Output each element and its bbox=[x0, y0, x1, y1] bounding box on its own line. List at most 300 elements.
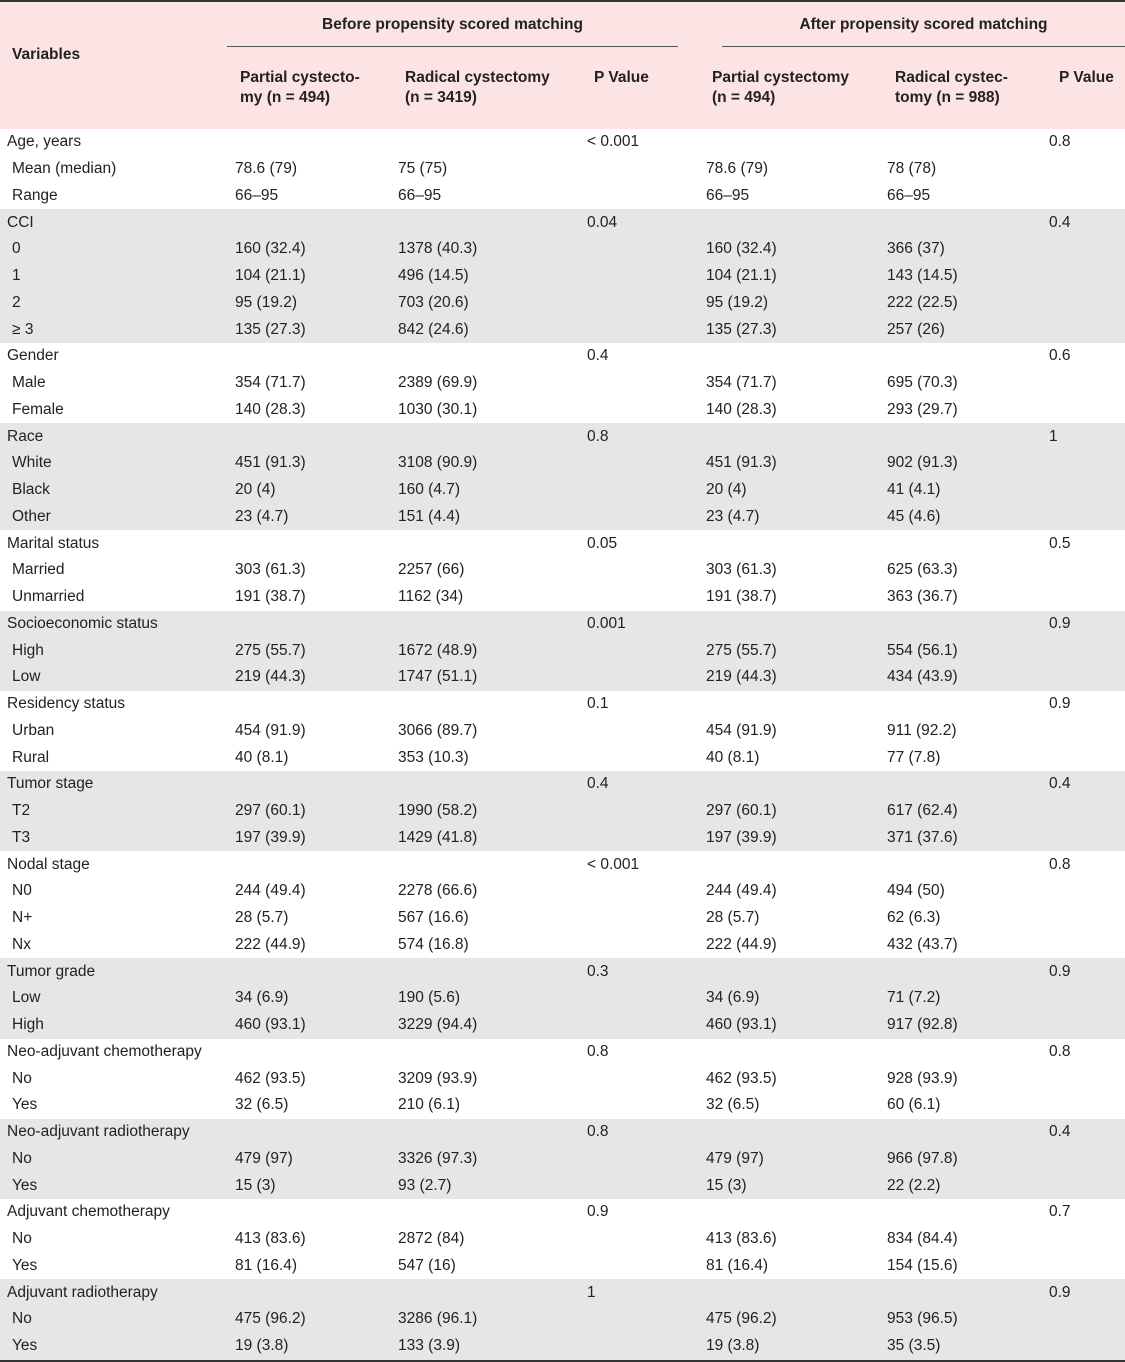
after-pvalue-cell: 0.4 bbox=[1043, 209, 1125, 236]
after-pvalue-cell bbox=[1043, 290, 1125, 317]
variable-label: CCI bbox=[0, 209, 227, 236]
before-radical-cell: 3108 (90.9) bbox=[391, 450, 581, 477]
before-radical-cell: 2257 (66) bbox=[398, 561, 465, 579]
before-radical-cell: 160 (4.7) bbox=[391, 477, 581, 504]
before-radical-cell: 1162 (34) bbox=[398, 588, 464, 606]
after-radical-cell: 366 (37) bbox=[881, 236, 1043, 263]
level-label: Yes bbox=[0, 1172, 227, 1199]
table-row-variable bbox=[0, 1039, 1125, 1066]
after-radical-cell: 432 (43.7) bbox=[887, 935, 958, 953]
before-partial-cell bbox=[227, 423, 391, 450]
before-radical-cell bbox=[391, 530, 581, 557]
before-partial-cell: 135 (27.3) bbox=[227, 316, 391, 343]
level-label: Male bbox=[12, 374, 46, 392]
after-pvalue-cell bbox=[1043, 1172, 1125, 1199]
variable-label: Neo-adjuvant radiotherapy bbox=[0, 1119, 227, 1146]
after-partial-cell: 140 (28.3) bbox=[706, 400, 777, 418]
before-pvalue-cell bbox=[581, 1146, 700, 1173]
table-row-variable bbox=[0, 771, 1125, 798]
before-radical-cell: 133 (3.9) bbox=[391, 1333, 581, 1361]
after-partial-cell: 20 (4) bbox=[700, 477, 881, 504]
before-radical-cell bbox=[391, 1199, 581, 1226]
after-partial-cell: 81 (16.4) bbox=[706, 1256, 769, 1274]
after-radical-cell: 77 (7.8) bbox=[887, 748, 941, 766]
before-pvalue-cell bbox=[581, 290, 700, 317]
after-pvalue-cell: 0.4 bbox=[1043, 1119, 1125, 1146]
after-partial-cell bbox=[700, 611, 881, 638]
after-pvalue-cell bbox=[1043, 1306, 1125, 1333]
before-pvalue-cell bbox=[581, 450, 700, 477]
after-partial-cell: 454 (91.9) bbox=[706, 721, 777, 739]
before-pvalue-cell bbox=[581, 1172, 700, 1199]
after-radical-cell: 902 (91.3) bbox=[881, 450, 1043, 477]
variable-label: Marital status bbox=[7, 534, 100, 552]
table-row-level bbox=[0, 450, 1125, 477]
after-radical-cell: 625 (63.3) bbox=[887, 561, 958, 579]
before-radical-cell: 2389 (69.9) bbox=[398, 374, 478, 392]
before-partial-cell: 297 (60.1) bbox=[227, 798, 391, 825]
variable-label: Adjuvant chemotherapy bbox=[7, 1203, 170, 1221]
before-pvalue-cell bbox=[581, 397, 700, 424]
table-row-level bbox=[0, 316, 1125, 343]
level-label: Unmarried bbox=[12, 588, 85, 606]
after-pvalue-label: P Value bbox=[1059, 69, 1114, 86]
table-row-level bbox=[0, 1065, 1125, 1092]
before-partial-cell: 104 (21.1) bbox=[227, 263, 391, 290]
before-radical-cell: 353 (10.3) bbox=[398, 748, 469, 766]
after-radical-cell: 917 (92.8) bbox=[881, 1012, 1043, 1039]
level-label: N0 bbox=[12, 882, 32, 900]
table-row-level bbox=[0, 1092, 1125, 1119]
after-radical-cell: 695 (70.3) bbox=[887, 374, 958, 392]
before-partial-cell bbox=[227, 1279, 391, 1306]
before-pvalue-cell bbox=[581, 825, 700, 852]
after-pvalue-cell bbox=[1043, 825, 1125, 852]
before-pvalue-cell: 0.4 bbox=[587, 347, 609, 365]
level-label: Yes bbox=[12, 1256, 38, 1274]
after-radical-cell: 928 (93.9) bbox=[887, 1069, 958, 1087]
before-radical-cell bbox=[391, 958, 581, 985]
table-row-level bbox=[0, 557, 1125, 584]
table-row-variable bbox=[0, 1119, 1125, 1146]
variable-label: Residency status bbox=[7, 695, 126, 713]
before-radical-cell: 842 (24.6) bbox=[391, 316, 581, 343]
before-partial-cell bbox=[227, 1119, 391, 1146]
after-partial-cell bbox=[700, 1039, 881, 1066]
before-partial-header bbox=[227, 56, 391, 129]
table-row-level bbox=[0, 584, 1125, 611]
after-pvalue-cell bbox=[1043, 477, 1125, 504]
before-radical-cell bbox=[391, 691, 581, 718]
before-partial-cell bbox=[227, 129, 391, 156]
level-label: Nx bbox=[12, 935, 31, 953]
after-radical-cell: 45 (4.6) bbox=[881, 504, 1043, 531]
after-pvalue-cell bbox=[1043, 744, 1125, 771]
table-row-level bbox=[0, 985, 1125, 1012]
variable-label: Nodal stage bbox=[7, 855, 90, 873]
after-partial-cell: 297 (60.1) bbox=[700, 798, 881, 825]
before-pvalue-cell: 0.8 bbox=[581, 423, 700, 450]
table-row-level bbox=[0, 637, 1125, 664]
after-pvalue-cell bbox=[1043, 236, 1125, 263]
table-row-level bbox=[0, 477, 1125, 504]
before-pvalue-cell bbox=[581, 236, 700, 263]
after-radical-cell: 143 (14.5) bbox=[881, 263, 1043, 290]
after-pvalue-cell: 0.9 bbox=[1049, 695, 1071, 713]
before-partial-cell: 303 (61.3) bbox=[235, 561, 306, 579]
before-partial-cell: 222 (44.9) bbox=[235, 935, 306, 953]
after-pvalue-cell bbox=[1043, 637, 1125, 664]
after-radical-cell: 494 (50) bbox=[887, 882, 945, 900]
variable-label: Tumor stage bbox=[0, 771, 227, 798]
after-pvalue-cell: 0.8 bbox=[1049, 133, 1071, 151]
before-pvalue-cell bbox=[581, 1092, 700, 1119]
before-radical-cell: 547 (16) bbox=[398, 1256, 456, 1274]
before-radical-cell: 210 (6.1) bbox=[398, 1096, 461, 1114]
level-label: Rural bbox=[12, 748, 50, 766]
after-partial-header bbox=[700, 56, 881, 129]
after-radical-cell bbox=[881, 691, 1043, 718]
after-radical-cell: 911 (92.2) bbox=[887, 721, 957, 739]
after-pvalue-cell bbox=[1043, 156, 1125, 183]
before-pvalue-cell bbox=[581, 798, 700, 825]
before-pvalue-cell bbox=[581, 664, 700, 691]
before-pvalue-cell: 0.04 bbox=[581, 209, 700, 236]
before-radical-cell: 496 (14.5) bbox=[391, 263, 581, 290]
before-radical-cell bbox=[391, 129, 581, 156]
after-pvalue-cell: 0.9 bbox=[1043, 1279, 1125, 1306]
table-row-level bbox=[0, 932, 1125, 959]
after-radical-cell bbox=[881, 958, 1043, 985]
after-radical-cell bbox=[881, 1119, 1043, 1146]
table-row-variable bbox=[0, 530, 1125, 557]
after-pvalue-cell: 0.6 bbox=[1049, 347, 1071, 365]
after-partial-cell: 479 (97) bbox=[700, 1146, 881, 1173]
variable-label: Race bbox=[0, 423, 227, 450]
before-pvalue-cell: 1 bbox=[581, 1279, 700, 1306]
before-partial-cell: 40 (8.1) bbox=[235, 748, 289, 766]
level-label: White bbox=[0, 450, 227, 477]
after-radical-cell: 617 (62.4) bbox=[881, 798, 1043, 825]
variable-label: Adjuvant radiotherapy bbox=[0, 1279, 227, 1306]
before-pvalue-cell bbox=[581, 370, 700, 397]
before-partial-cell: 20 (4) bbox=[227, 477, 391, 504]
table-row-level bbox=[0, 1306, 1125, 1333]
before-pvalue-cell bbox=[581, 316, 700, 343]
after-partial-cell: 222 (44.9) bbox=[706, 935, 777, 953]
after-radical-cell: 154 (15.6) bbox=[887, 1256, 958, 1274]
after-partial-cell bbox=[700, 958, 881, 985]
after-partial-cell: 197 (39.9) bbox=[700, 825, 881, 852]
after-pvalue-cell bbox=[1043, 1253, 1125, 1280]
before-pvalue-cell bbox=[581, 637, 700, 664]
before-pvalue-cell bbox=[581, 557, 700, 584]
after-radical-cell bbox=[881, 343, 1043, 370]
before-partial-cell: 354 (71.7) bbox=[235, 374, 306, 392]
before-radical-cell bbox=[391, 611, 581, 638]
after-radical-cell bbox=[881, 530, 1043, 557]
after-pvalue-cell bbox=[1043, 584, 1125, 611]
after-pvalue-cell bbox=[1043, 985, 1125, 1012]
after-pvalue-cell bbox=[1043, 798, 1125, 825]
table-row-level bbox=[0, 156, 1125, 183]
after-partial-cell: 475 (96.2) bbox=[700, 1306, 881, 1333]
after-partial-cell: 23 (4.7) bbox=[700, 504, 881, 531]
before-partial-cell: 28 (5.7) bbox=[235, 909, 289, 927]
table-row-variable bbox=[0, 209, 1125, 236]
before-partial-cell: 191 (38.7) bbox=[235, 588, 306, 606]
table-row-variable bbox=[0, 611, 1125, 638]
before-radical-cell: 3066 (89.7) bbox=[398, 721, 478, 739]
before-radical-cell: 1747 (51.1) bbox=[391, 664, 581, 691]
before-pvalue-cell: 0.4 bbox=[581, 771, 700, 798]
before-radical-cell bbox=[391, 851, 581, 878]
before-pvalue-cell bbox=[581, 584, 700, 611]
before-partial-cell: 462 (93.5) bbox=[235, 1069, 306, 1087]
table-row-variable bbox=[0, 691, 1125, 718]
before-partial-cell bbox=[227, 771, 391, 798]
before-radical-cell bbox=[391, 209, 581, 236]
after-partial-cell: 19 (3.8) bbox=[700, 1333, 881, 1361]
table-row-level bbox=[0, 370, 1125, 397]
table-row-variable bbox=[0, 1279, 1125, 1306]
before-partial-cell: 244 (49.4) bbox=[235, 882, 306, 900]
before-partial-cell: 275 (55.7) bbox=[227, 637, 391, 664]
before-radical-cell: 75 (75) bbox=[398, 160, 448, 178]
level-label: Married bbox=[12, 561, 65, 579]
before-radical-cell: 2278 (66.6) bbox=[398, 882, 478, 900]
after-pvalue-cell bbox=[1043, 183, 1125, 210]
before-radical-cell: 3229 (94.4) bbox=[391, 1012, 581, 1039]
level-label: Low bbox=[0, 985, 227, 1012]
before-partial-cell: 197 (39.9) bbox=[227, 825, 391, 852]
level-label: No bbox=[12, 1069, 32, 1087]
before-partial-cell bbox=[227, 530, 391, 557]
before-pvalue-cell bbox=[581, 504, 700, 531]
after-pvalue-cell: 0.9 bbox=[1043, 958, 1125, 985]
table-row-level bbox=[0, 1333, 1125, 1361]
table-row-level bbox=[0, 825, 1125, 852]
before-partial-cell bbox=[227, 1039, 391, 1066]
after-pvalue-header bbox=[1043, 56, 1125, 129]
before-radical-cell: 1378 (40.3) bbox=[391, 236, 581, 263]
after-pvalue-cell: 1 bbox=[1043, 423, 1125, 450]
before-pvalue-cell bbox=[581, 744, 700, 771]
after-partial-cell: 32 (6.5) bbox=[706, 1096, 760, 1114]
before-radical-cell: 3326 (97.3) bbox=[391, 1146, 581, 1173]
before-radical-cell bbox=[391, 771, 581, 798]
after-radical-cell bbox=[881, 1199, 1043, 1226]
table-row-level bbox=[0, 664, 1125, 691]
table-row-level bbox=[0, 504, 1125, 531]
after-pvalue-cell bbox=[1043, 905, 1125, 932]
level-label: High bbox=[0, 1012, 227, 1039]
before-partial-cell: 32 (6.5) bbox=[235, 1096, 289, 1114]
variable-label: Neo-adjuvant chemotherapy bbox=[7, 1042, 202, 1060]
after-pvalue-cell bbox=[1043, 557, 1125, 584]
after-radical-cell: 78 (78) bbox=[887, 160, 937, 178]
level-label: Female bbox=[12, 400, 64, 418]
table-row-level bbox=[0, 1226, 1125, 1253]
after-pvalue-cell bbox=[1043, 718, 1125, 745]
after-partial-cell bbox=[700, 691, 881, 718]
after-radical-cell: 71 (7.2) bbox=[881, 985, 1043, 1012]
before-partial-cell bbox=[227, 691, 391, 718]
before-pvalue-cell bbox=[581, 718, 700, 745]
before-partial-cell bbox=[227, 1199, 391, 1226]
before-pvalue-cell bbox=[581, 477, 700, 504]
after-pvalue-cell bbox=[1043, 664, 1125, 691]
table-row-level bbox=[0, 263, 1125, 290]
table-row-level bbox=[0, 236, 1125, 263]
before-partial-cell: 451 (91.3) bbox=[227, 450, 391, 477]
after-partial-cell: 34 (6.9) bbox=[700, 985, 881, 1012]
after-pvalue-cell bbox=[1043, 370, 1125, 397]
after-radical-cell bbox=[881, 1279, 1043, 1306]
before-radical-cell: 2872 (84) bbox=[398, 1230, 465, 1248]
level-label: 2 bbox=[0, 290, 227, 317]
after-pvalue-cell bbox=[1043, 1012, 1125, 1039]
after-pvalue-cell: 0.9 bbox=[1043, 611, 1125, 638]
after-partial-cell: 28 (5.7) bbox=[706, 909, 760, 927]
after-radical-cell: 966 (97.8) bbox=[881, 1146, 1043, 1173]
table-row-level bbox=[0, 798, 1125, 825]
after-pvalue-cell: 0.4 bbox=[1043, 771, 1125, 798]
before-radical-cell: 1990 (58.2) bbox=[391, 798, 581, 825]
after-radical-cell: 41 (4.1) bbox=[881, 477, 1043, 504]
after-radical-cell bbox=[881, 851, 1043, 878]
before-pvalue-cell: 0.3 bbox=[581, 958, 700, 985]
level-label: No bbox=[0, 1146, 227, 1173]
before-partial-cell: 66–95 bbox=[235, 186, 279, 204]
after-partial-cell: 413 (83.6) bbox=[706, 1230, 777, 1248]
after-partial-cell bbox=[700, 1119, 881, 1146]
before-radical-cell: 703 (20.6) bbox=[391, 290, 581, 317]
after-radical-cell: 363 (36.7) bbox=[887, 588, 958, 606]
table-header bbox=[0, 1, 1125, 129]
after-partial-cell: 354 (71.7) bbox=[706, 374, 777, 392]
before-partial-cell: 81 (16.4) bbox=[235, 1256, 298, 1274]
level-label: 0 bbox=[0, 236, 227, 263]
before-pvalue-cell bbox=[581, 1306, 700, 1333]
after-pvalue-cell bbox=[1043, 1226, 1125, 1253]
before-radical-cell bbox=[391, 1119, 581, 1146]
after-radical-cell bbox=[881, 771, 1043, 798]
after-radical-header bbox=[881, 56, 1043, 129]
level-label: Range bbox=[12, 186, 58, 204]
after-radical-cell: 222 (22.5) bbox=[881, 290, 1043, 317]
level-label: N+ bbox=[12, 909, 33, 927]
before-partial-cell: 413 (83.6) bbox=[235, 1230, 306, 1248]
after-partial-cell: 462 (93.5) bbox=[706, 1069, 777, 1087]
table-row-variable bbox=[0, 851, 1125, 878]
after-partial-cell: 275 (55.7) bbox=[700, 637, 881, 664]
after-radical-cell bbox=[881, 611, 1043, 638]
level-label: Yes bbox=[0, 1333, 227, 1361]
after-pvalue-cell bbox=[1043, 1146, 1125, 1173]
before-radical-cell: 66–95 bbox=[398, 186, 442, 204]
after-radical-cell: 834 (84.4) bbox=[887, 1230, 958, 1248]
after-pvalue-cell bbox=[1043, 504, 1125, 531]
table-row-variable bbox=[0, 343, 1125, 370]
after-pvalue-cell: 0.5 bbox=[1049, 534, 1071, 552]
before-matching-header bbox=[227, 1, 700, 56]
after-partial-cell: 160 (32.4) bbox=[700, 236, 881, 263]
after-partial-cell bbox=[700, 1279, 881, 1306]
before-pvalue-cell bbox=[581, 1333, 700, 1361]
after-partial-cell: 135 (27.3) bbox=[700, 316, 881, 343]
before-pvalue-cell bbox=[581, 1065, 700, 1092]
level-label: Low bbox=[0, 664, 227, 691]
level-label: Other bbox=[0, 504, 227, 531]
before-partial-cell bbox=[227, 343, 391, 370]
after-radical-label: Radical cystec- tomy (n = 988) bbox=[895, 69, 1008, 106]
after-pvalue-cell bbox=[1043, 450, 1125, 477]
before-partial-cell: 460 (93.1) bbox=[227, 1012, 391, 1039]
before-radical-cell bbox=[391, 423, 581, 450]
before-partial-cell bbox=[227, 209, 391, 236]
before-pvalue-label: P Value bbox=[594, 69, 649, 86]
variable-label: Gender bbox=[7, 347, 59, 365]
before-radical-cell: 1672 (48.9) bbox=[391, 637, 581, 664]
variable-label: Tumor grade bbox=[0, 958, 227, 985]
before-radical-label: Radical cystectomy (n = 3419) bbox=[405, 69, 550, 106]
after-radical-cell: 66–95 bbox=[887, 186, 931, 204]
after-partial-cell bbox=[700, 1199, 881, 1226]
after-radical-cell bbox=[881, 209, 1043, 236]
after-radical-cell: 554 (56.1) bbox=[881, 637, 1043, 664]
level-label: Urban bbox=[12, 721, 55, 739]
table-row-level bbox=[0, 878, 1125, 905]
level-label: Yes bbox=[12, 1096, 38, 1114]
before-pvalue-cell bbox=[581, 905, 700, 932]
before-radical-cell: 567 (16.6) bbox=[398, 909, 469, 927]
after-pvalue-cell bbox=[1043, 316, 1125, 343]
after-partial-cell bbox=[700, 851, 881, 878]
after-radical-cell: 60 (6.1) bbox=[887, 1096, 941, 1114]
before-partial-cell: 19 (3.8) bbox=[227, 1333, 391, 1361]
level-label: ≥ 3 bbox=[0, 316, 227, 343]
before-partial-cell bbox=[227, 958, 391, 985]
before-radical-cell: 190 (5.6) bbox=[391, 985, 581, 1012]
after-partial-cell: 191 (38.7) bbox=[706, 588, 777, 606]
after-pvalue-cell bbox=[1043, 1333, 1125, 1361]
level-label: No bbox=[0, 1306, 227, 1333]
after-radical-cell: 35 (3.5) bbox=[881, 1333, 1043, 1361]
table-row-variable bbox=[0, 958, 1125, 985]
before-pvalue-cell bbox=[581, 156, 700, 183]
before-radical-header bbox=[391, 56, 581, 129]
after-partial-cell bbox=[700, 209, 881, 236]
before-partial-cell: 23 (4.7) bbox=[227, 504, 391, 531]
before-partial-cell: 219 (44.3) bbox=[227, 664, 391, 691]
after-partial-cell: 15 (3) bbox=[700, 1172, 881, 1199]
level-label: T2 bbox=[0, 798, 227, 825]
before-partial-cell: 479 (97) bbox=[227, 1146, 391, 1173]
before-radical-cell bbox=[391, 1279, 581, 1306]
before-pvalue-cell: 0.001 bbox=[581, 611, 700, 638]
after-partial-cell: 104 (21.1) bbox=[700, 263, 881, 290]
after-partial-cell bbox=[700, 771, 881, 798]
table-row-level bbox=[0, 397, 1125, 424]
after-partial-cell: 244 (49.4) bbox=[706, 882, 777, 900]
after-partial-cell: 219 (44.3) bbox=[700, 664, 881, 691]
before-partial-cell: 475 (96.2) bbox=[227, 1306, 391, 1333]
after-radical-cell: 22 (2.2) bbox=[881, 1172, 1043, 1199]
after-pvalue-cell bbox=[1043, 932, 1125, 959]
table-row-level bbox=[0, 744, 1125, 771]
after-pvalue-cell bbox=[1043, 1065, 1125, 1092]
